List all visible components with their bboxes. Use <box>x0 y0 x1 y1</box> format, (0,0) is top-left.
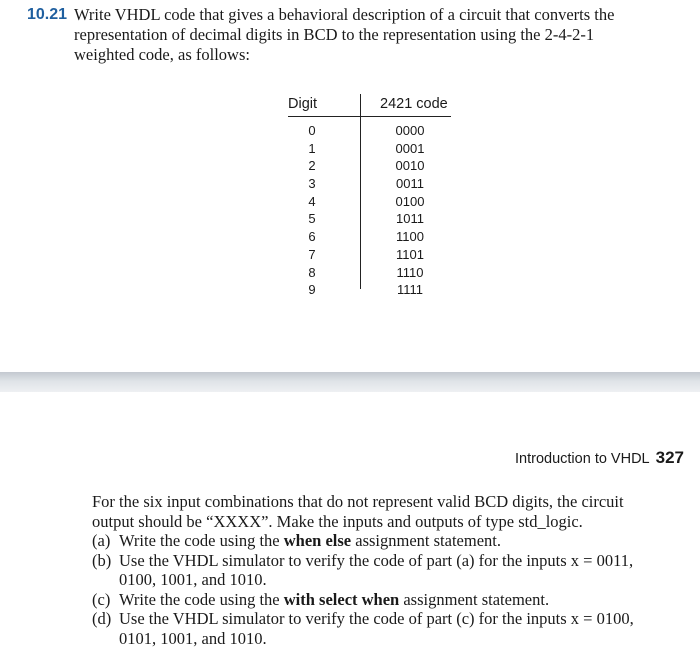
column-divider <box>360 94 361 289</box>
bottom-page <box>0 392 700 666</box>
subpart-text: Write the code using the <box>119 531 284 550</box>
subpart-text: Use the VHDL simulator to verify the code of part (a) for the inputs x = 0011, <box>119 550 634 570</box>
digit-cell: 0 <box>308 123 316 138</box>
subpart-text: assignment statement. <box>399 589 550 609</box>
header-digit: Digit <box>288 96 318 112</box>
running-header-title: Introduction to VHDL <box>515 451 650 467</box>
digit-cell: 2 <box>308 158 316 174</box>
code-cell: 0000 <box>395 123 425 138</box>
problem-statement <box>74 5 674 65</box>
continuation-line: For the six input combinations that do not represent valid BCD digits, the circuit <box>92 492 624 511</box>
code-cell: 1100 <box>396 229 424 245</box>
subpart-label: (d) <box>92 609 112 628</box>
code-cell: 0010 <box>395 158 425 174</box>
code-cell: 1101 <box>396 246 424 262</box>
digit-cell: 3 <box>308 176 316 192</box>
subpart-a <box>92 531 686 551</box>
code-cell: 1110 <box>396 264 424 280</box>
subpart-text: Use the VHDL simulator to verify the code of part (c) for the inputs x = 0100, <box>119 609 634 628</box>
code-cell: 0001 <box>395 140 425 156</box>
subpart-c <box>92 590 686 610</box>
digit-cell: 8 <box>308 264 316 280</box>
digit-cell: 1 <box>308 140 316 156</box>
continuation-line: output should be “XXXX”. Make the inputs and outputs of type std_logic. <box>92 511 583 531</box>
page-number: 327 <box>655 448 684 467</box>
digit-cell: 5 <box>308 211 316 227</box>
page-separator <box>0 372 700 392</box>
code-column <box>390 122 430 299</box>
header-2421-code: 2421 code <box>380 96 448 112</box>
code-cell: 0100 <box>395 193 425 209</box>
code-cell: 1011 <box>396 211 424 227</box>
subpart-label: (c) <box>92 589 111 609</box>
digit-column <box>300 122 324 299</box>
bcd-2421-table <box>270 92 460 302</box>
problem-line: weighted code, as follows: <box>74 45 250 64</box>
problem-continuation <box>92 492 686 648</box>
keyword-with-select-when: with select when <box>283 589 400 609</box>
subpart-d <box>92 609 686 648</box>
code-cell: 1111 <box>396 282 424 298</box>
subpart-label: (a) <box>92 531 111 550</box>
subpart-text: Write the code using the <box>119 589 284 609</box>
problem-line: representation of decimal digits in BCD to the representation using the 2-4-2-1 <box>74 25 595 44</box>
subpart-b <box>92 551 686 590</box>
header-rule <box>288 116 451 117</box>
problem-line: Write VHDL code that gives a behavioral description of a circuit that converts the <box>74 5 615 24</box>
digit-cell: 7 <box>308 246 316 262</box>
digit-cell: 4 <box>308 193 316 209</box>
keyword-when-else: when else <box>283 531 352 550</box>
digit-cell: 9 <box>308 282 316 298</box>
problem-number: 10.21 <box>27 6 68 23</box>
code-cell: 0011 <box>396 176 424 192</box>
digit-cell: 6 <box>308 229 316 245</box>
subpart-text: assignment statement. <box>351 531 501 550</box>
subpart-text: 0100, 1001, and 1010. <box>119 570 267 589</box>
subpart-label: (b) <box>92 550 112 570</box>
running-header <box>515 448 684 468</box>
subpart-text: 0101, 1001, and 1010. <box>119 628 267 648</box>
